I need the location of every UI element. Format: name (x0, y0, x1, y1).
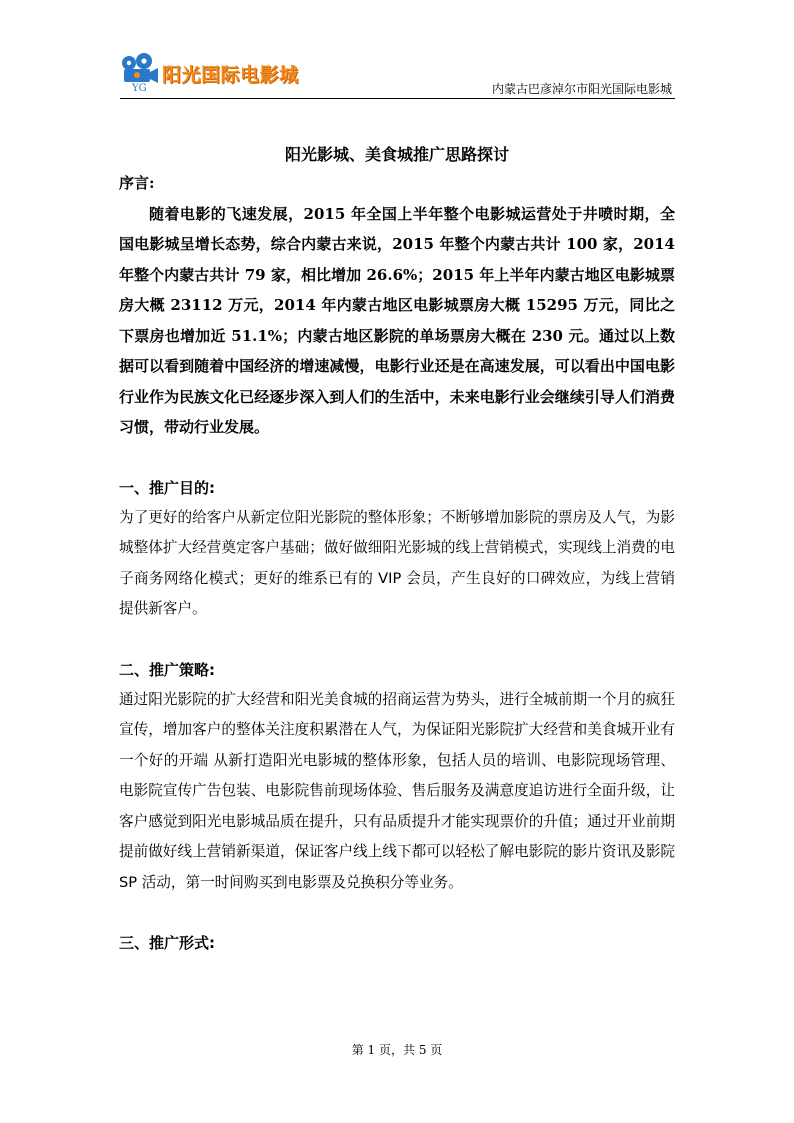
page-footer: 第 1 页，共 5 页 (351, 1043, 443, 1057)
section1-heading: 一、推广目的: (119, 478, 215, 497)
logo-initials: YG (132, 83, 147, 94)
logo-text: 阳光国际电影城 (162, 64, 299, 86)
section1-paragraph: 为了更好的给客户从新定位阳光影院的整体形象；不断够增加影院的票房及人气，为影城整体扩大经营奠定客户基础；做好做细阳光影城的线上营销模式，实现线上消费的电子商务网络化模式；更好的维系已有的 VIP 会员，产生良好的口碑效应，为线上营销提供新客户。 (119, 508, 675, 617)
header-divider (120, 98, 675, 99)
spacer (119, 898, 675, 928)
preface-heading: 序言: (119, 174, 155, 192)
section3-heading: 三、推广形式: (119, 934, 215, 952)
document-body (119, 142, 675, 958)
spacer (119, 443, 675, 473)
section2-paragraph: 通过阳光影院的扩大经营和阳光美食城的招商运营为势头，进行全城前期一个月的疯狂宣传，增加客户的整体关注度积累潜在人气，为保证阳光影院扩大经营和美食城开业有一个好的开端 从新打造阳光电影城的整体形象，包括人员的培训、电影院现场管理、电影院宣传广告包装、电影院售前现场体验、售后服务及满意度追访进行全面升级，让客户感觉到阳光电影城品质在提升，只有品质提升才能实现票价的升值；通过开业前期提前做好线上营销新渠道，保证客户线上线下都可以轻松了解电影院的影片资讯及影院 SP 活动，第一时间购买到电影票及兑换积分等业务。 (119, 690, 675, 891)
section2-heading: 二、推广策略: (119, 660, 215, 679)
header-company-name: 内蒙古巴彦淖尔市阳光国际电影城 (491, 82, 672, 96)
spacer (119, 625, 675, 655)
company-logo (120, 52, 310, 98)
preface-paragraph: 随着电影的飞速发展，2015 年全国上半年整个电影城运营处于井喷时期，全国电影城呈增长态势，综合内蒙古来说，2015 年整个内蒙古共计 100 家，2014 年整个内蒙古共计 79 家，相比增加 26.6%；2015 年上半年内蒙古地区电影城票房大概 23112 万元，2014 年内蒙古地区电影城票房大概 15295 万元，同比之下票房也增加近 51.1%；内蒙古地区影院的单场票房大概在 230 元。通过以上数据可以看到随着中国经济的增速减慢，电影行业还是在高速发展，可以看出中国电影行业作为民族文化已经逐步深入到人们的生活中，未来电影行业会继续引导人们消费习惯，带动行业发展。 (119, 204, 675, 436)
document-title: 阳光影城、美食城推广思路探讨 (284, 145, 509, 164)
